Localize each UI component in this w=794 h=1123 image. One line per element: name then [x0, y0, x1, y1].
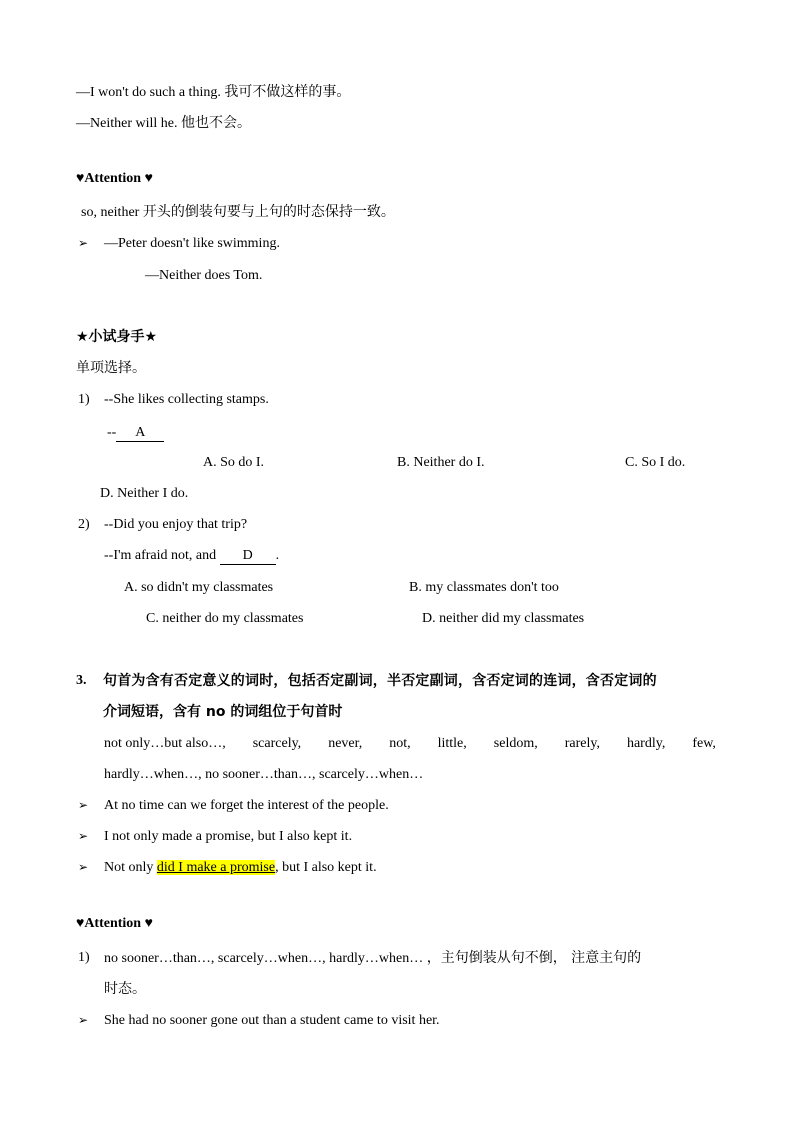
dialog-line-2-cn: 他也不会。 [180, 115, 251, 131]
example-3-before: Not only [104, 860, 154, 875]
practice-instruction: 单项选择。 [76, 360, 146, 376]
attention-2-item-cn: ，主句倒装从句不倒， 注意主句的 [426, 950, 642, 966]
word-scarcely: scarcely, [252, 736, 302, 751]
attention-note-1-en: so, neither [81, 205, 140, 220]
q2-option-d: D. neither did my classmates [422, 611, 585, 626]
section-3-number: 3. [76, 673, 87, 688]
q2-answer-suffix: . [275, 548, 280, 563]
word-hardly: hardly, [626, 736, 666, 751]
attention-2-item-number: 1) [78, 950, 90, 965]
q2-number: 2) [78, 517, 90, 532]
attention-heading-1: ♥Attention ♥ [76, 171, 153, 186]
negative-words-line-1 [104, 735, 716, 753]
q2-option-c: C. neither do my classmates [146, 611, 304, 626]
q2-answer-line [104, 547, 279, 565]
q1-option-c: C. So I do. [625, 455, 686, 470]
q2-answer-prefix: --I'm afraid not, and [104, 548, 217, 563]
dialog-line-2-en: —Neither will he. [76, 116, 178, 131]
section-3-example-2: I not only made a promise, but I also kept it. [104, 829, 353, 844]
q2-option-a: A. so didn't my classmates [124, 580, 274, 595]
arrow-bullet-icon: ➢ [78, 1013, 89, 1027]
arrow-bullet-icon: ➢ [78, 829, 89, 843]
q1-option-b: B. Neither do I. [397, 455, 485, 470]
dialog-line-2 [76, 114, 251, 133]
q1-answer-line [107, 424, 164, 442]
section-3-example-1: At no time can we forget the interest of the people. [104, 798, 389, 813]
q1-answer-prefix: -- [107, 425, 117, 440]
arrow-bullet-icon: ➢ [78, 860, 89, 874]
word-little: little, [437, 736, 467, 751]
q1-answer-blank [116, 425, 164, 442]
attention-2-item-en: no sooner…than…, scarcely…when…, hardly…when… [104, 951, 424, 966]
negative-words-line-2: hardly…when…, no sooner…than…, scarcely…when… [104, 767, 424, 782]
q2-stem: --Did you enjoy that trip? [104, 517, 248, 532]
word-rarely: rarely, [564, 736, 600, 751]
word-few: few, [692, 736, 716, 751]
attention-2-item-line-2: 时态。 [104, 981, 146, 997]
attention-note-1-cn: 开头的倒装句要与上句的时态保持一致。 [142, 204, 395, 220]
attention-example-line-2: —Neither does Tom. [145, 268, 263, 283]
practice-heading: ★小试身手★ [76, 329, 158, 345]
word-seldom: seldom, [493, 736, 538, 751]
word-not: not, [389, 736, 411, 751]
attention-note-1 [81, 203, 395, 222]
dialog-line-1 [76, 83, 350, 102]
example-3-after: , but I also kept it. [275, 860, 377, 875]
arrow-bullet-icon: ➢ [78, 236, 89, 250]
q1-option-a: A. So do I. [203, 455, 265, 470]
example-3-highlight: did I make a promise [156, 860, 276, 875]
q1-stem: --She likes collecting stamps. [104, 392, 269, 407]
attention-heading-2: ♥Attention ♥ [76, 916, 153, 931]
q1-number: 1) [78, 392, 90, 407]
q2-answer-blank [220, 548, 276, 565]
dialog-line-1-en: —I won't do such a thing. [76, 85, 221, 100]
arrow-bullet-icon: ➢ [78, 798, 89, 812]
q1-answer: A [135, 425, 146, 440]
word-never: never, [328, 736, 363, 751]
section-3-title-line-1: 句首为含有否定意义的词时，包括否定副词，半否定副词，含否定词的连词，含否定词的 [103, 673, 657, 689]
section-3-title-line-2: 介词短语，含有 no 的词组位于句首时 [103, 704, 343, 720]
q1-option-d: D. Neither I do. [100, 486, 189, 501]
q2-option-b: B. my classmates don't too [409, 580, 559, 595]
section-3-example-3 [104, 859, 377, 877]
attention-2-item-line-1 [104, 949, 641, 968]
dialog-line-1-cn: 我可不做这样的事。 [224, 84, 351, 100]
word-not-only-but-also: not only…but also…, [104, 736, 226, 751]
attention-2-example: She had no sooner gone out than a student came to visit her. [104, 1013, 440, 1028]
attention-example-line-1: —Peter doesn't like swimming. [104, 236, 280, 251]
q2-answer: D [242, 548, 253, 563]
